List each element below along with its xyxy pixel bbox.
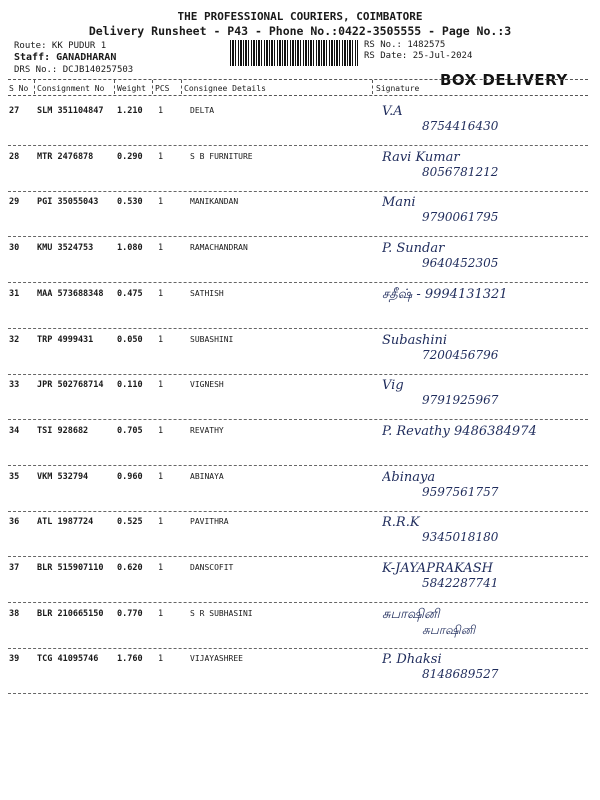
signature-field bbox=[382, 378, 592, 416]
consignee-name: DELTA bbox=[190, 106, 215, 115]
consignee-name: SUBASHINI bbox=[190, 334, 234, 344]
column-divider bbox=[114, 80, 115, 94]
consignment-number: TCG 41095746 bbox=[37, 654, 99, 665]
row-sno: 39 bbox=[9, 654, 20, 665]
signature-field bbox=[382, 333, 592, 371]
column-divider bbox=[152, 80, 153, 94]
consignment-number: SLM 351104847 bbox=[37, 106, 104, 116]
row-sno: 37 bbox=[9, 563, 20, 573]
signature-phone: 9345018180 bbox=[422, 530, 499, 545]
table-row bbox=[0, 100, 600, 146]
signature-field bbox=[382, 561, 592, 599]
row-sno: 27 bbox=[9, 106, 20, 116]
signature-name: P. Revathy 9486384974 bbox=[382, 423, 537, 439]
drs-number: DRS No.: DCJB140257503 bbox=[14, 65, 134, 75]
rs-date: RS Date: 25-Jul-2024 bbox=[364, 51, 473, 61]
weight-value: 0.770 bbox=[117, 608, 143, 619]
signature-field bbox=[382, 150, 592, 188]
pcs-value: 1 bbox=[158, 380, 164, 391]
header-top-divider bbox=[8, 79, 588, 80]
signature-field bbox=[382, 652, 592, 690]
signature-field bbox=[382, 287, 592, 325]
consignee-name: RAMACHANDRAN bbox=[190, 243, 248, 253]
consignment-number: TSI 928682 bbox=[37, 425, 89, 436]
pcs-value: 1 bbox=[158, 151, 164, 162]
pcs-value: 1 bbox=[158, 471, 164, 482]
staff-label: Staff: GANADHARAN bbox=[14, 52, 117, 63]
consignee-name: MANIKANDAN bbox=[190, 197, 239, 207]
table-row bbox=[0, 146, 600, 192]
consignment-number: TRP 4999431 bbox=[37, 334, 94, 345]
table-row bbox=[0, 603, 600, 649]
consignment-number: BLR 515907110 bbox=[37, 563, 104, 573]
weight-value: 0.530 bbox=[117, 197, 143, 208]
column-header-consignee: Consignee Details bbox=[184, 84, 266, 93]
signature-name: சதீஷ் - 9994131321 bbox=[382, 286, 508, 302]
consignee-name: ABINAYA bbox=[190, 471, 224, 481]
box-delivery-stamp: BOX DELIVERY bbox=[440, 71, 568, 89]
weight-value: 0.050 bbox=[117, 334, 143, 345]
consignee-name: S R SUBHASINI bbox=[190, 608, 253, 618]
signature-phone: 9790061795 bbox=[422, 210, 499, 225]
consignment-number: ATL 1987724 bbox=[37, 517, 94, 528]
table-row bbox=[0, 420, 600, 466]
signature-phone: 9640452305 bbox=[422, 256, 499, 271]
consignment-number: PGI 35055043 bbox=[37, 197, 99, 208]
signature-phone: 5842287741 bbox=[422, 576, 499, 590]
row-sno: 38 bbox=[9, 608, 20, 619]
row-sno: 31 bbox=[9, 288, 20, 299]
table-row bbox=[0, 466, 600, 512]
table-row bbox=[0, 374, 600, 420]
runsheet-subtitle: Delivery Runsheet - P43 - Phone No.:0422-3505555 - Page No.:3 bbox=[88, 24, 512, 38]
weight-value: 0.705 bbox=[117, 425, 143, 436]
signature-name: சுபாஷினி bbox=[382, 606, 440, 622]
signature-field bbox=[382, 241, 592, 279]
signature-name: Mani bbox=[382, 195, 416, 211]
table-row bbox=[0, 557, 600, 603]
weight-value: 0.525 bbox=[117, 517, 143, 528]
column-divider bbox=[181, 80, 182, 94]
pcs-value: 1 bbox=[158, 243, 164, 254]
signature-name: K-JAYAPRAKASH bbox=[382, 561, 493, 576]
consignment-number: MTR 2476878 bbox=[37, 151, 94, 162]
signature-phone: 9597561757 bbox=[422, 484, 499, 499]
pcs-value: 1 bbox=[158, 654, 164, 665]
weight-value: 0.110 bbox=[117, 380, 143, 391]
weight-value: 0.475 bbox=[117, 288, 143, 299]
signature-phone: சுபாஷினி bbox=[422, 622, 476, 637]
pcs-value: 1 bbox=[158, 517, 164, 528]
pcs-value: 1 bbox=[158, 608, 164, 619]
signature-phone: 9791925967 bbox=[422, 393, 499, 408]
signature-field bbox=[382, 424, 592, 462]
company-title: THE PROFESSIONAL COURIERS, COIMBATORE bbox=[177, 10, 423, 23]
signature-phone: 8148689527 bbox=[422, 667, 499, 682]
column-header-consignment: Consignment No bbox=[37, 84, 105, 93]
consignee-name: DANSCOFIT bbox=[190, 563, 234, 572]
signature-name: Ravi Kumar bbox=[382, 149, 460, 165]
weight-value: 0.960 bbox=[117, 471, 143, 482]
row-divider bbox=[8, 693, 588, 694]
pcs-value: 1 bbox=[158, 106, 164, 116]
signature-name: R.R.K bbox=[382, 515, 420, 531]
column-header-sno: S No bbox=[9, 84, 29, 93]
signature-name: Abinaya bbox=[382, 469, 436, 485]
weight-value: 1.760 bbox=[117, 654, 143, 665]
signature-field bbox=[382, 195, 592, 233]
consignee-name: VIGNESH bbox=[190, 380, 224, 390]
signature-phone: 7200456796 bbox=[422, 347, 499, 362]
weight-value: 0.290 bbox=[117, 151, 143, 162]
barcode-icon bbox=[230, 40, 358, 66]
row-sno: 28 bbox=[9, 151, 20, 162]
consignment-number: MAA 573688348 bbox=[37, 288, 104, 299]
signature-name: Vig bbox=[382, 378, 404, 394]
signature-name: P. Dhaksi bbox=[382, 652, 442, 668]
signature-field bbox=[382, 607, 592, 645]
consignee-name: PAVITHRA bbox=[190, 517, 229, 527]
weight-value: 1.080 bbox=[117, 243, 143, 254]
weight-value: 1.210 bbox=[117, 106, 143, 116]
column-divider bbox=[372, 80, 373, 94]
pcs-value: 1 bbox=[158, 197, 164, 208]
consignee-name: REVATHY bbox=[190, 425, 224, 435]
pcs-value: 1 bbox=[158, 563, 164, 573]
row-sno: 35 bbox=[9, 471, 20, 482]
signature-field bbox=[382, 104, 592, 142]
signature-phone: 8754416430 bbox=[422, 119, 499, 133]
rs-number: RS No.: 1482575 bbox=[364, 40, 446, 50]
row-sno: 34 bbox=[9, 425, 20, 436]
table-row bbox=[0, 191, 600, 237]
table-row bbox=[0, 237, 600, 283]
consignment-number: KMU 3524753 bbox=[37, 243, 94, 254]
pcs-value: 1 bbox=[158, 425, 164, 436]
pcs-value: 1 bbox=[158, 288, 164, 299]
consignee-name: S B FURNITURE bbox=[190, 151, 253, 161]
column-divider bbox=[34, 80, 35, 94]
table-row bbox=[0, 648, 600, 694]
signature-field bbox=[382, 515, 592, 553]
signature-name: Subashini bbox=[382, 332, 448, 348]
pcs-value: 1 bbox=[158, 334, 164, 345]
column-header-signature: Signature bbox=[376, 84, 420, 93]
signature-field bbox=[382, 470, 592, 508]
table-row bbox=[0, 511, 600, 557]
signature-name: P. Sundar bbox=[382, 241, 445, 257]
consignee-name: VIJAYASHREE bbox=[190, 654, 243, 664]
consignee-name: SATHISH bbox=[190, 288, 224, 298]
weight-value: 0.620 bbox=[117, 563, 143, 573]
route-label: Route: KK PUDUR 1 bbox=[14, 41, 107, 51]
consignment-number: JPR 502768714 bbox=[37, 380, 104, 391]
row-sno: 30 bbox=[9, 243, 20, 254]
row-sno: 36 bbox=[9, 517, 20, 528]
row-sno: 29 bbox=[9, 197, 20, 208]
row-sno: 33 bbox=[9, 380, 20, 391]
consignment-number: BLR 210665150 bbox=[37, 608, 104, 619]
signature-name: V.A bbox=[382, 104, 403, 119]
column-header-pcs: PCS bbox=[155, 84, 170, 93]
row-sno: 32 bbox=[9, 334, 20, 345]
table-row bbox=[0, 329, 600, 375]
signature-phone: 8056781212 bbox=[422, 164, 499, 179]
header-bottom-divider bbox=[8, 95, 588, 96]
column-header-weight: Weight bbox=[117, 84, 146, 93]
consignment-number: VKM 532794 bbox=[37, 471, 89, 482]
table-row bbox=[0, 283, 600, 329]
